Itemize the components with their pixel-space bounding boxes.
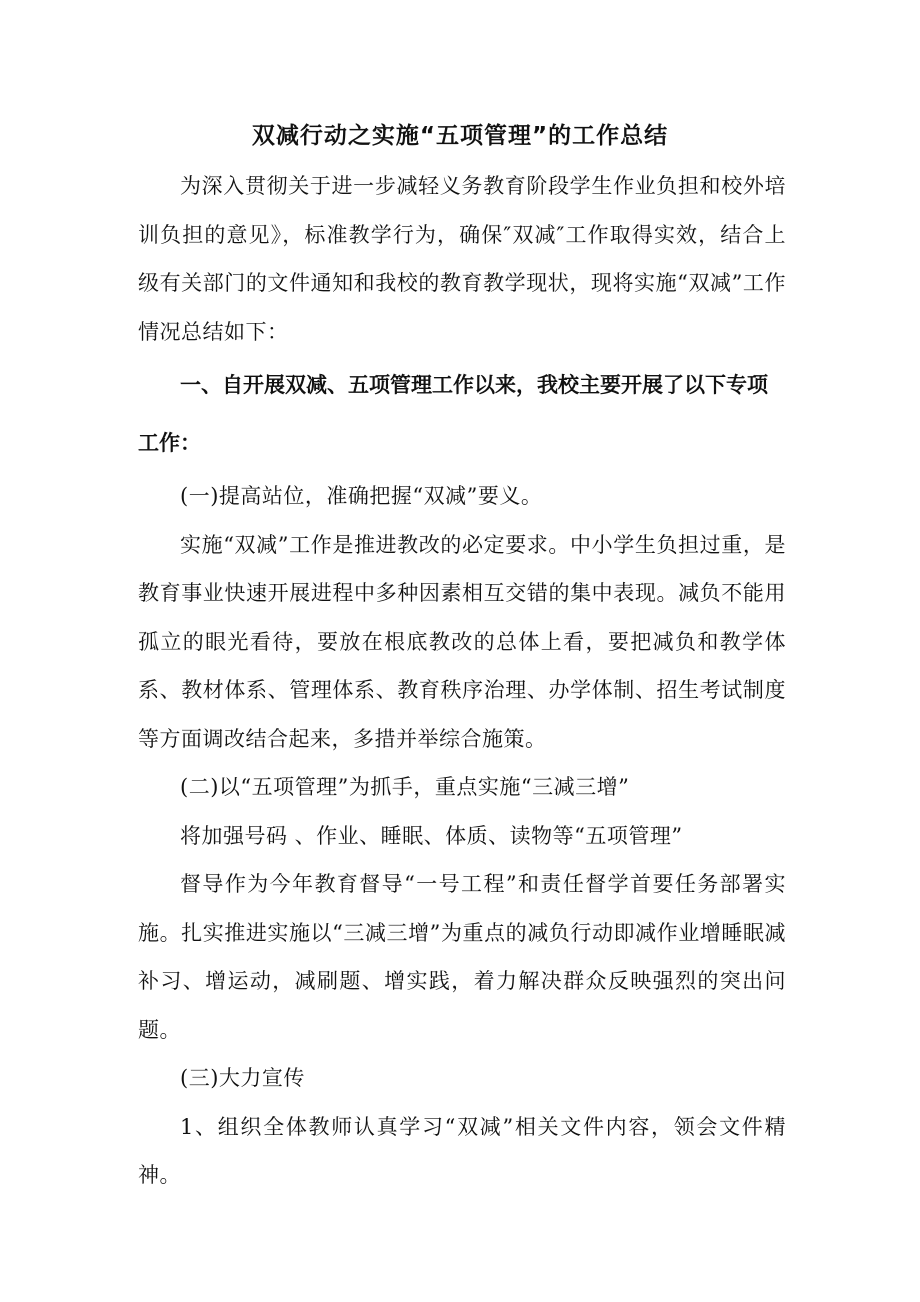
document-body [138, 162, 786, 1200]
subsection-2-title: (二)以“五项管理”为抓手，重点实施“三减三增” [180, 775, 630, 799]
subsection-1-paragraph: 实施“双减”工作是推进教改的必定要求。中小学生负担过重，是教育事业快速开展进程中多种因素相互交错的集中表现。减负不能用孤立的眼光看待，要放在根底教改的总体上看，要把减负和教学体系、教材体系、管理体系、教育秩序治理、办学体制、招生考试制度等方面调改结合起来，多措并举综合施策。 [138, 532, 786, 751]
section-heading: 一、自开展双减、五项管理工作以来，我校主要开展了以下专项工作： [138, 373, 768, 455]
document-title: 双减行动之实施“五项管理”的工作总结 [251, 123, 669, 149]
subsection-1-title: (一)提高站位，准确把握“双减”要义。 [180, 484, 543, 508]
subsection-2-line: 将加强号码 、作业、睡眠、体质、读物等“五项管理” [180, 823, 683, 848]
subsection-2-paragraph: 督导作为今年教育督导“一号工程”和责任督学首要任务部署实施。扎实推进实施以“三减三增”为重点的减负行动即减作业增睡眠减补习、增运动，减刷题、增实践，着力解决群众反映强烈的突出问题。 [138, 872, 786, 1042]
list-item: 1、组织全体教师认真学习“双减”相关文件内容，领会文件精神。 [138, 1114, 786, 1187]
intro-paragraph: 为深入贯彻关于进一步减轻义务教育阶段学生作业负担和校外培训负担的意见》，标准教学行为，确保″双减″工作取得实效，结合上级有关部门的文件通知和我校的教育教学现状，现将实施“双减”工作情况总结如下： [138, 174, 786, 344]
subsection-3-title: (三)大力宣传 [180, 1066, 305, 1090]
